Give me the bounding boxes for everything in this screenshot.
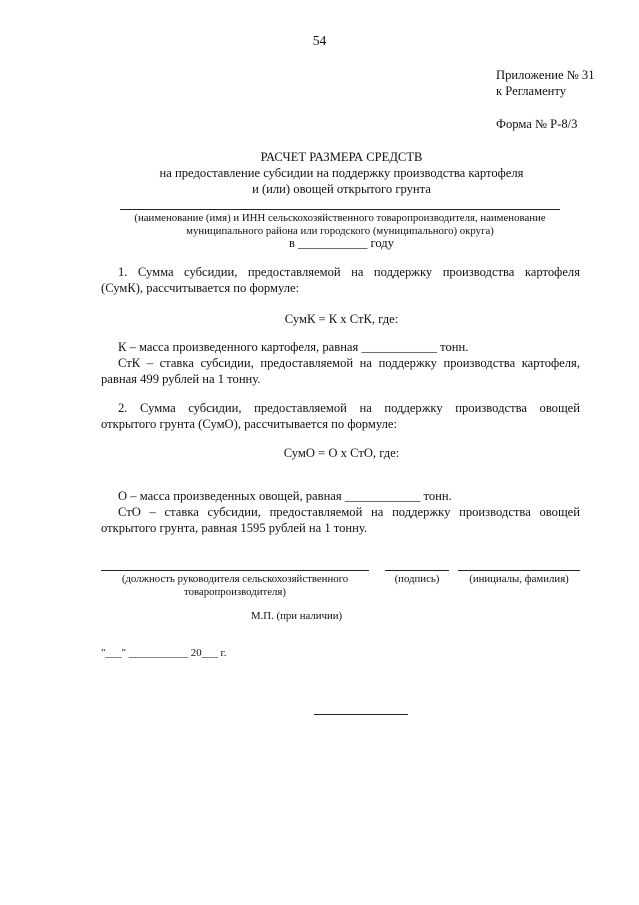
section2-sto-line-2: открытого грунта, равная 1595 рублей на 1 тонну. xyxy=(101,521,368,535)
applicant-caption-1: (наименование (имя) и ИНН сельскохозяйственного товаропроизводителя, наименование xyxy=(134,212,546,224)
bottom-separator-line xyxy=(314,714,408,715)
section1-formula: СумК = К х СтК, где: xyxy=(284,312,399,326)
name-line xyxy=(458,570,580,571)
document-title: РАСЧЕТ РАЗМЕРА СРЕДСТВ xyxy=(260,150,423,164)
document-subtitle-1: на предоставление субсидии на поддержку производства картофеля xyxy=(159,166,524,180)
position-caption-1: (должность руководителя сельскохозяйственного xyxy=(121,573,349,585)
section1-text-line-2: (СумК), рассчитывается по формуле: xyxy=(101,281,300,295)
stamp-note: М.П. (при наличии) xyxy=(251,610,343,622)
section2-o-definition: О – масса произведенных овощей, равная ____________ тонн. xyxy=(118,489,452,503)
position-caption-2: товаропроизводителя) xyxy=(184,586,286,598)
appendix-line-1: Приложение № 31 xyxy=(496,68,595,82)
section1-k-definition: К – масса произведенного картофеля, равная ____________ тонн. xyxy=(118,340,469,354)
page-number: 54 xyxy=(312,33,327,48)
applicant-caption-2: муниципального района или городского (муниципального) округа) xyxy=(186,225,494,237)
form-number: Форма № Р-8/3 xyxy=(496,117,578,131)
section1-stk-line-1: СтК – ставка субсидии, предоставляемой на поддержку производства картофеля, xyxy=(118,356,580,370)
signature-caption: (подпись) xyxy=(394,573,440,585)
position-line xyxy=(101,570,369,571)
section2-formula: СумО = О х СтО, где: xyxy=(283,446,400,460)
year-line: в ___________ году xyxy=(289,236,394,250)
section2-text-line-2: открытого грунта (СумО), рассчитывается по формуле: xyxy=(101,417,397,431)
section2-sto-line-1: СтО – ставка субсидии, предоставляемой на поддержку производства овощей xyxy=(118,505,580,519)
applicant-name-line xyxy=(120,209,560,210)
appendix-line-2: к Регламенту xyxy=(496,84,567,98)
section2-text-line-1: 2. Сумма субсидии, предоставляемой на поддержку производства овощей xyxy=(118,401,580,415)
section1-stk-line-2: равная 499 рублей на 1 тонну. xyxy=(101,372,261,386)
signature-line xyxy=(385,570,449,571)
document-subtitle-2: и (или) овощей открытого грунта xyxy=(252,182,431,196)
section1-text-line-1: 1. Сумма субсидии, предоставляемой на поддержку производства картофеля xyxy=(118,265,580,279)
date-line: "___" ___________ 20___ г. xyxy=(101,647,227,659)
name-caption: (инициалы, фамилия) xyxy=(469,573,569,585)
